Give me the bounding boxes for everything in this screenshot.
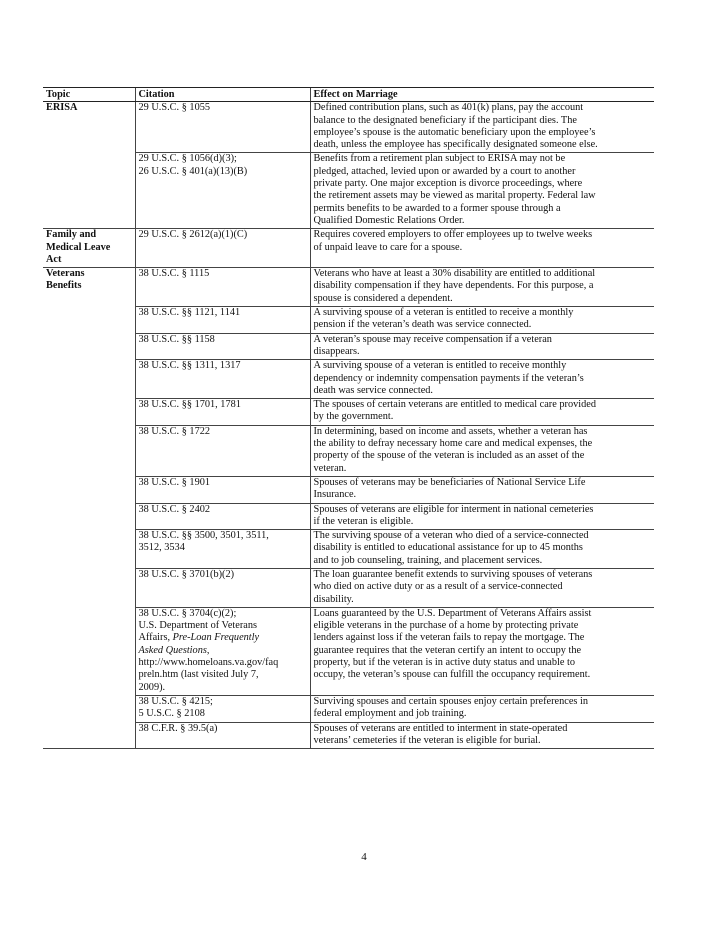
effect-cell-line: eligible veterans in the purchase of a home by protecting private (313, 620, 579, 632)
table-row (43, 360, 654, 399)
citation-title-italic: Pre-Loan Frequently (172, 632, 260, 644)
topic-cell (43, 307, 135, 334)
citation-cell (135, 568, 310, 607)
table-row (43, 607, 654, 695)
citation-cell (135, 695, 310, 722)
citation-cell (135, 229, 310, 268)
effect-cell-line: by the government. (313, 411, 394, 423)
effect-cell-line: the retirement assets may be viewed as marital property. Federal law (313, 190, 596, 202)
effect-cell-line: lenders against loss if the veteran fails to repay the mortgage. The (313, 632, 585, 644)
citation-cell-line: http://www.homeloans.va.gov/faq (138, 657, 279, 669)
effect-cell-line: pledged, attached, levied upon or awarded by a court to another (313, 165, 576, 177)
effect-cell-line: property of the spouse of the veteran is included as an asset of the (313, 450, 585, 462)
citation-cell (135, 607, 310, 695)
table-row (43, 695, 654, 722)
effect-cell-line: The loan guarantee benefit extends to surviving spouses of veterans (313, 568, 593, 580)
effect-cell-line: Qualified Domestic Relations Order. (313, 214, 465, 226)
effect-cell (310, 425, 654, 476)
effect-cell-line: occupy, the veteran’s spouse can fulfill the occupancy requirement. (313, 669, 591, 681)
topic-cell (43, 568, 135, 607)
citation-cell-line: 38 U.S.C. § 1901 (138, 476, 211, 488)
citation-cell-line (139, 645, 307, 657)
effect-cell-line: if the veteran is eligible. (313, 515, 414, 527)
effect-cell-line: the ability to defray necessary home care and medical expenses, the (313, 438, 593, 450)
effect-cell-line: Benefits from a retirement plan subject to ERISA may not be (313, 153, 566, 165)
effect-cell (310, 268, 654, 307)
effect-cell-line: Insurance. (313, 489, 357, 501)
citation-cell-line: 38 U.S.C. § 2402 (138, 503, 211, 515)
citation-cell-line: U.S. Department of Veterans (138, 620, 257, 632)
citation-cell-line: 2009). (138, 681, 166, 693)
effect-cell-line: disability. (313, 593, 354, 605)
citation-cell-line: 29 U.S.C. § 1055 (138, 102, 211, 114)
citation-cell (135, 425, 310, 476)
topic-cell (43, 102, 135, 153)
effect-cell-line: Loans guaranteed by the U.S. Department of Veterans Affairs assist (313, 607, 592, 619)
effect-cell-line: property, but if the veteran is in active duty status and unable to (313, 657, 576, 669)
effect-cell (310, 722, 654, 749)
effect-cell (310, 229, 654, 268)
table-row (43, 530, 654, 569)
effect-cell-line: A surviving spouse of a veteran is entitled to receive monthly (313, 360, 567, 372)
table-header-row (43, 88, 654, 102)
citation-cell (135, 503, 310, 530)
citation-cell (135, 360, 310, 399)
topic-cell (43, 503, 135, 530)
table-row (43, 503, 654, 530)
table-row (43, 722, 654, 749)
topic-cell-line: ERISA (46, 102, 78, 114)
citation-cell (135, 102, 310, 153)
citation-cell-line: 38 U.S.C. §§ 3500, 3501, 3511, (138, 530, 269, 542)
effect-cell-line: pension if the veteran’s death was service connected. (313, 319, 532, 331)
citation-cell-line (139, 632, 307, 644)
citation-cell-line: 26 U.S.C. § 401(a)(13)(B) (138, 165, 248, 177)
effect-cell-line: A surviving spouse of a veteran is entitled to receive a monthly (313, 307, 574, 319)
table-row (43, 268, 654, 307)
effect-cell-line: permits benefits to be awarded to a former spouse through a (313, 202, 561, 214)
citation-cell-line: 38 U.S.C. § 3701(b)(2) (138, 568, 235, 580)
topic-cell-line: Veterans (46, 268, 85, 280)
effect-cell-line: veteran. (313, 462, 347, 474)
effect-cell-line: employee’s spouse is the automatic beneficiary upon the employee’s (313, 126, 596, 138)
topic-cell-line: Benefits (46, 280, 82, 292)
effect-cell (310, 102, 654, 153)
citation-cell-line: 38 C.F.R. § 39.5(a) (138, 722, 218, 734)
effect-cell-line: balance to the designated beneficiary if the participant dies. The (313, 114, 577, 126)
topic-cell (43, 722, 135, 749)
effect-cell-line: Requires covered employers to offer employees up to twelve weeks (313, 229, 593, 241)
effect-cell-line: Spouses of veterans may be beneficiaries of National Service Life (313, 476, 586, 488)
table-row (43, 476, 654, 503)
effect-cell-line: Surviving spouses and certain spouses enjoy certain preferences in (313, 695, 589, 707)
table-row (43, 153, 654, 229)
page-number: 4 (361, 851, 367, 863)
topic-cell (43, 530, 135, 569)
citation-cell-line: 38 U.S.C. § 1722 (138, 425, 211, 437)
topic-cell-line: Family and (46, 229, 97, 241)
citation-cell-line: 5 U.S.C. § 2108 (138, 708, 205, 720)
effect-cell-line: dependency or indemnity compensation payments if the veteran’s (313, 372, 584, 384)
header-citation: Citation (135, 88, 310, 102)
effect-cell (310, 307, 654, 334)
topic-cell (43, 425, 135, 476)
table-body (43, 102, 654, 749)
citation-cell-line: 29 U.S.C. § 1056(d)(3); (138, 153, 237, 165)
citation-cell-line: 38 U.S.C. § 3704(c)(2); (138, 607, 237, 619)
effect-cell-line: and to job counseling, training, and placement services. (313, 554, 543, 566)
citation-cell-line: 38 U.S.C. §§ 1158 (138, 333, 215, 345)
effect-cell (310, 360, 654, 399)
effect-cell-line: death was service connected. (313, 384, 434, 396)
citation-cell-line: 38 U.S.C. §§ 1121, 1141 (138, 307, 241, 319)
citation-cell (135, 307, 310, 334)
header-effect: Effect on Marriage (310, 88, 654, 102)
table-row (43, 102, 654, 153)
effect-cell (310, 607, 654, 695)
effect-cell-line: Spouses of veterans are eligible for interment in national cemeteries (313, 503, 594, 515)
effect-cell-line: The spouses of certain veterans are entitled to medical care provided (313, 399, 596, 411)
topic-cell-line: Medical Leave (46, 241, 111, 253)
marriage-effects-table (43, 87, 654, 749)
table-row (43, 399, 654, 426)
effect-cell-line: spouse is considered a dependent. (313, 292, 453, 304)
citation-text: Affairs, (138, 632, 173, 644)
effect-cell-line: Defined contribution plans, such as 401(k) plans, pay the account (313, 102, 584, 114)
topic-cell (43, 476, 135, 503)
citation-title-italic: Asked Questions (138, 644, 207, 656)
effect-cell (310, 695, 654, 722)
effect-cell-line: who died on active duty or as a result of a service-connected (313, 581, 563, 593)
citation-cell-line: 38 U.S.C. § 4215; (138, 695, 213, 707)
effect-cell-line: guarantee requires that the veteran certify an intent to occupy the (313, 644, 582, 656)
effect-cell-line: disappears. (313, 345, 360, 357)
effect-cell (310, 476, 654, 503)
citation-cell-line: 29 U.S.C. § 2612(a)(1)(C) (138, 229, 248, 241)
effect-cell (310, 399, 654, 426)
effect-cell-line: death, unless the employee has specifically designated someone else. (313, 139, 598, 151)
topic-cell (43, 607, 135, 695)
topic-cell (43, 333, 135, 360)
table-row (43, 568, 654, 607)
effect-cell-line: private party. One major exception is divorce proceedings, where (313, 178, 583, 190)
topic-cell (43, 360, 135, 399)
table-row (43, 333, 654, 360)
header-topic: Topic (43, 88, 135, 102)
table-row (43, 229, 654, 268)
citation-cell (135, 530, 310, 569)
effect-cell-line: disability compensation if they have dependents. For this purpose, a (313, 280, 594, 292)
topic-cell-line: Act (46, 253, 62, 265)
citation-text: , (206, 644, 210, 656)
effect-cell-line: veterans’ cemeteries if the veteran is eligible for burial. (313, 734, 541, 746)
effect-cell-line: Veterans who have at least a 30% disability are entitled to additional (313, 268, 596, 280)
topic-cell (43, 268, 135, 307)
effect-cell-line: federal employment and job training. (313, 708, 467, 720)
effect-cell (310, 153, 654, 229)
topic-cell (43, 399, 135, 426)
effect-cell-line: of unpaid leave to care for a spouse. (313, 241, 463, 253)
effect-cell-line: Spouses of veterans are entitled to interment in state-operated (313, 722, 568, 734)
topic-cell (43, 153, 135, 229)
topic-cell (43, 695, 135, 722)
citation-cell (135, 268, 310, 307)
effect-cell-line: In determining, based on income and assets, whether a veteran has (313, 425, 588, 437)
citation-cell-line: 3512, 3534 (138, 542, 185, 554)
effect-cell (310, 530, 654, 569)
citation-cell (135, 476, 310, 503)
citation-cell-line: preln.htm (last visited July 7, (138, 669, 259, 681)
effect-cell (310, 503, 654, 530)
table-row (43, 307, 654, 334)
effect-cell-line: disability is entitled to educational assistance for up to 45 months (313, 542, 583, 554)
citation-cell-line: 38 U.S.C. § 1115 (138, 268, 210, 280)
effect-cell-line: A veteran’s spouse may receive compensation if a veteran (313, 333, 552, 345)
effect-cell (310, 568, 654, 607)
table-row (43, 425, 654, 476)
effect-cell (310, 333, 654, 360)
citation-cell (135, 722, 310, 749)
citation-cell-line: 38 U.S.C. §§ 1701, 1781 (138, 399, 241, 411)
topic-cell (43, 229, 135, 268)
effect-cell-line: The surviving spouse of a veteran who died of a service-connected (313, 530, 589, 542)
citation-cell-line: 38 U.S.C. §§ 1311, 1317 (138, 360, 241, 372)
citation-cell (135, 333, 310, 360)
citation-cell (135, 399, 310, 426)
citation-cell (135, 153, 310, 229)
